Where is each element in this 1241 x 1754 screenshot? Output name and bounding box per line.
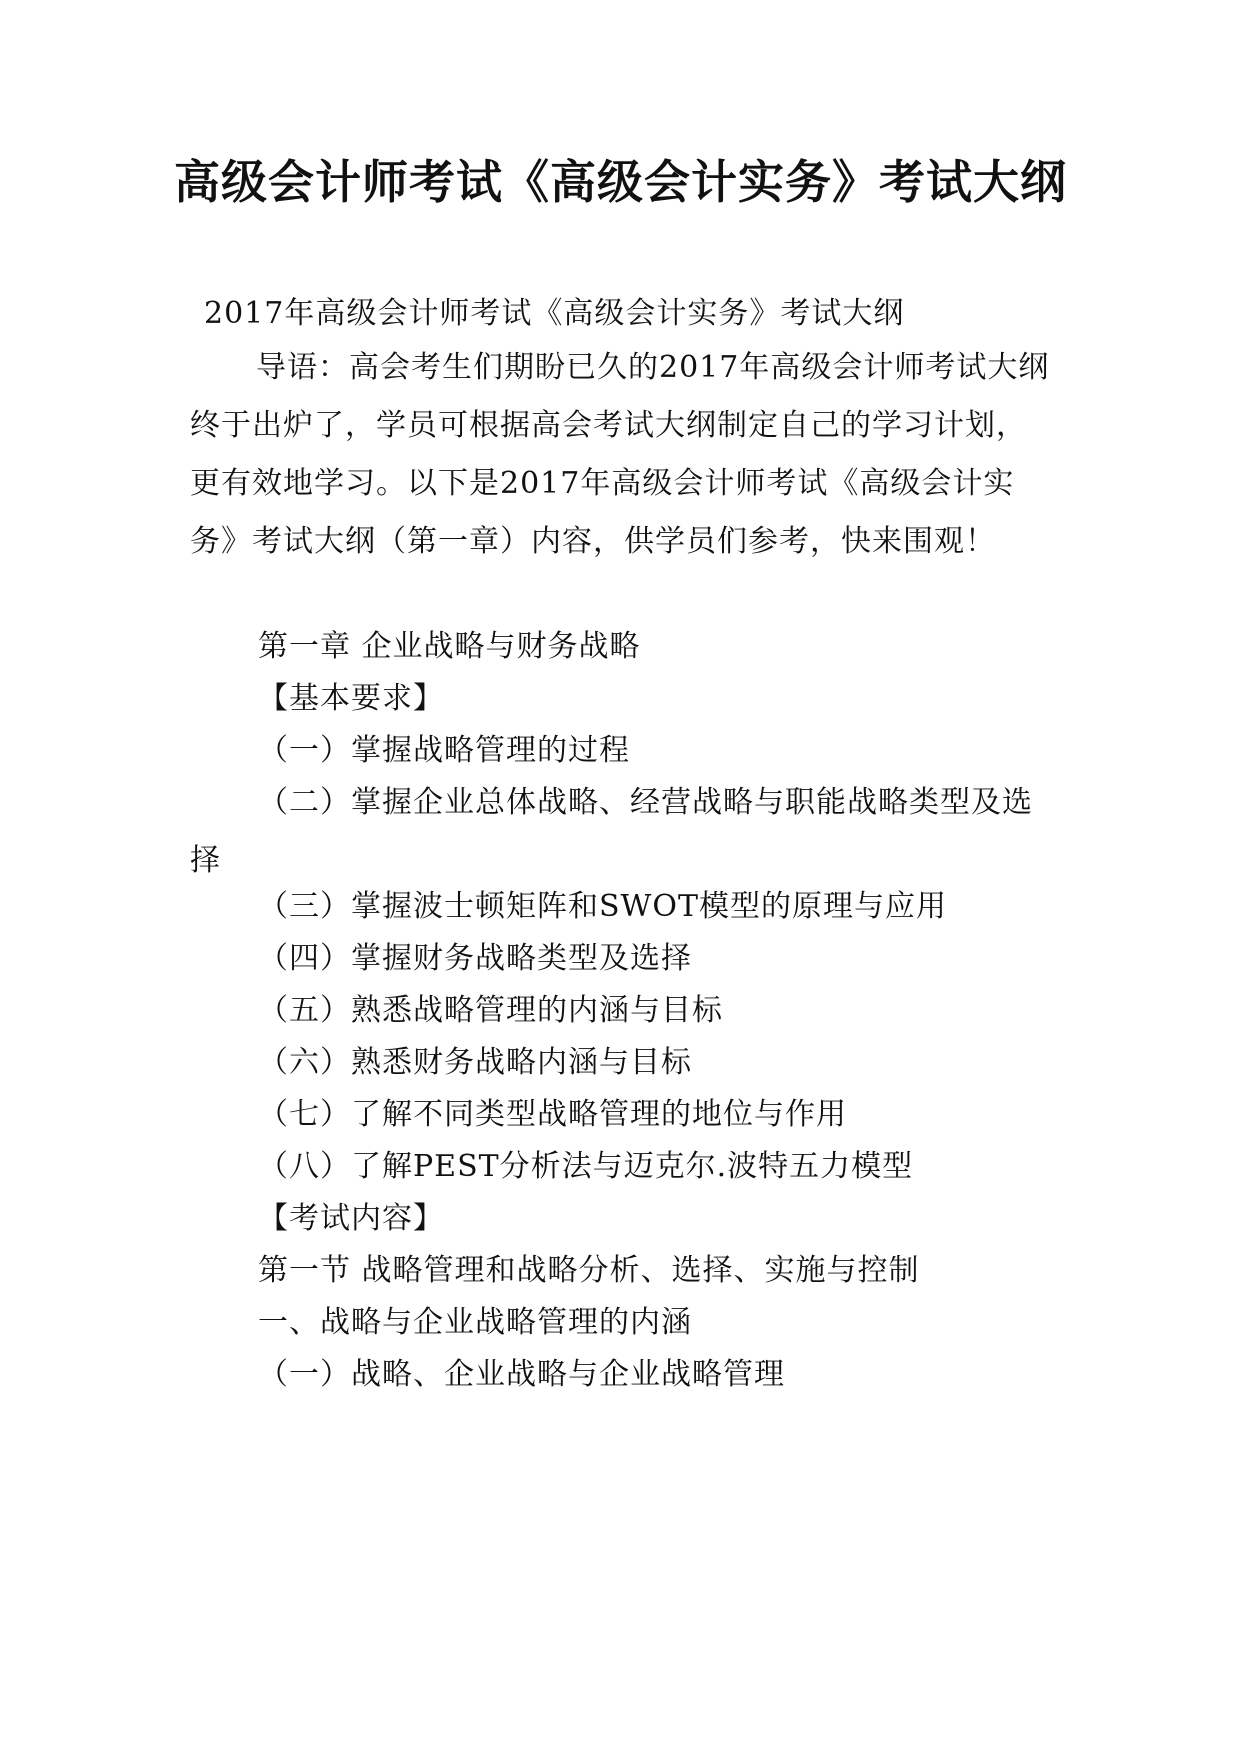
requirement-item: （二）掌握企业总体战略、经营战略与职能战略类型及选择	[190, 785, 1033, 878]
requirement-item: （四）掌握财务战略类型及选择	[258, 941, 692, 976]
basic-requirements-heading: 【基本要求】	[258, 681, 444, 716]
document-title: 高级会计师考试《高级会计实务》考试大纲	[174, 155, 1067, 209]
requirement-item: （八）了解PEST分析法与迈克尔.波特五力模型	[258, 1149, 914, 1184]
intro-paragraph: 导语：高会考生们期盼已久的2017年高级会计师考试大纲终于出炉了，学员可根据高会考试大纲制定自己的学习计划，更有效地学习。以下是2017年高级会计师考试《高级会计实务》考试大纲（第一章）内容，供学员们参考，快来围观！	[190, 350, 1050, 559]
requirement-item: （五）熟悉战略管理的内涵与目标	[258, 993, 723, 1028]
requirement-item: （七）了解不同类型战略管理的地位与作用	[258, 1097, 847, 1132]
requirement-item: （三）掌握波士顿矩阵和SWOT模型的原理与应用	[258, 889, 947, 924]
subsection-heading: 一、战略与企业战略管理的内涵	[258, 1305, 692, 1340]
chapter-heading: 第一章 企业战略与财务战略	[258, 629, 641, 664]
section-heading: 第一节 战略管理和战略分析、选择、实施与控制	[258, 1253, 920, 1288]
requirement-item: （六）熟悉财务战略内涵与目标	[258, 1045, 692, 1080]
document-subtitle: 2017年高级会计师考试《高级会计实务》考试大纲	[204, 296, 905, 331]
exam-content-heading: 【考试内容】	[258, 1201, 444, 1236]
requirement-item: （一）掌握战略管理的过程	[258, 733, 630, 768]
sub-item: （一）战略、企业战略与企业战略管理	[258, 1357, 785, 1392]
